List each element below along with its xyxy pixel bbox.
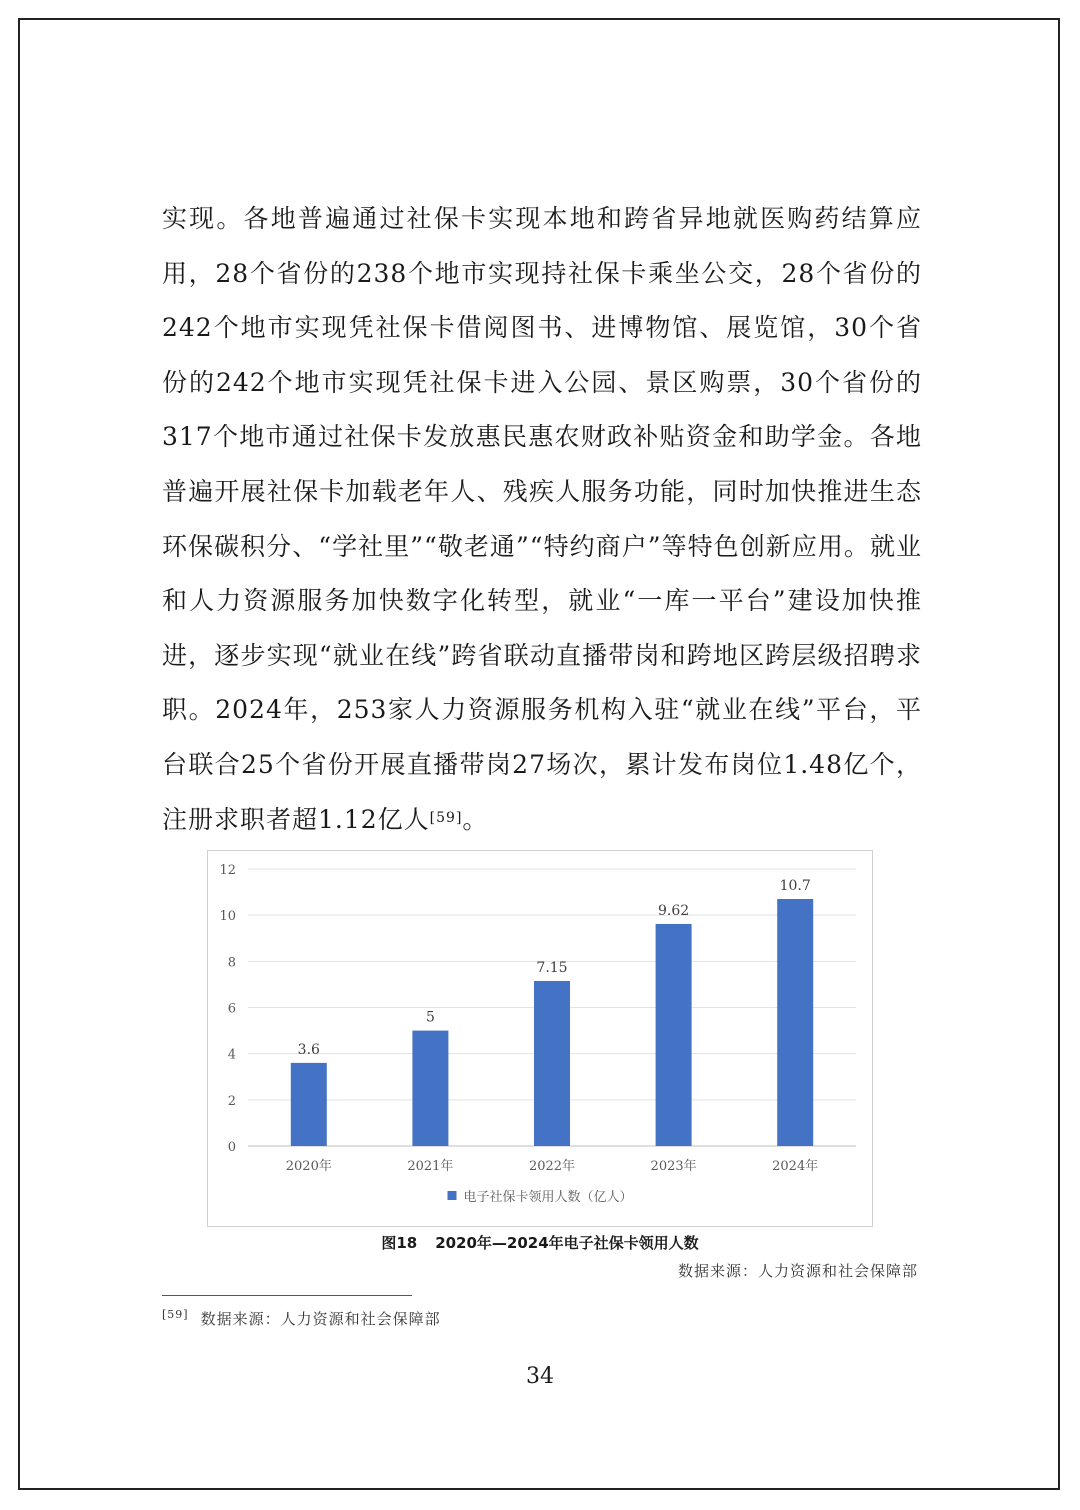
x-tick-label: 2024年 [772, 1159, 819, 1174]
body-text [162, 192, 922, 847]
bar [291, 1063, 327, 1146]
body-paragraph-text: 实现。各地普遍通过社保卡实现本地和跨省异地就医购药结算应用，28个省份的238个地市实现持社保卡乘坐公交，28个省份的242个地市实现凭社保卡借阅图书、进博物馆、展览馆，30个省份的242个地市实现凭社保卡进入公园、景区购票，30个省份的317个地市通过社保卡发放惠民惠农财政补贴资金和助学金。各地普遍开展社保卡加载老年人、残疾人服务功能，同时加快推进生态环保碳积分、“学社里”“敬老通”“特约商户”等特色创新应用。就业和人力资源服务加快数字化转型，就业“一库一平台”建设加快推进，逐步实现“就业在线”跨省联动直播带岗和跨地区跨层级招聘求职。2024年，253家人力资源服务机构入驻“就业在线”平台，平台联合25个省份开展直播带岗27场次，累计发布岗位1.48亿个，注册求职者超1.12亿人 [162, 204, 922, 834]
figure-title: 2020年—2024年电子社保卡领用人数 [435, 1234, 699, 1252]
y-tick-label: 4 [227, 1047, 236, 1063]
x-tick-label: 2023年 [650, 1159, 697, 1174]
x-tick-label: 2022年 [528, 1159, 576, 1174]
bar [777, 899, 813, 1146]
y-tick-label: 12 [219, 863, 236, 878]
footnote-divider [162, 1295, 412, 1296]
data-label: 10.7 [779, 878, 811, 895]
legend-label: 电子社保卡领用人数（亿人） [463, 1190, 633, 1205]
bar-chart [207, 850, 873, 1227]
figure-number: 图18 [381, 1234, 418, 1252]
x-tick-label: 2021年 [407, 1159, 454, 1174]
body-paragraph-end: 。 [462, 804, 489, 834]
chart-svg [208, 851, 872, 1226]
y-tick-label: 0 [227, 1140, 236, 1155]
page-number: 34 [526, 1364, 554, 1389]
y-tick-label: 8 [227, 955, 236, 971]
data-label: 3.6 [297, 1041, 320, 1058]
data-label: 5 [425, 1009, 435, 1026]
figure-caption [207, 1232, 873, 1253]
x-tick-label: 2020年 [285, 1159, 332, 1174]
footnote-text: 数据来源：人力资源和社会保障部 [200, 1310, 441, 1328]
legend-swatch [448, 1191, 457, 1200]
body-paragraph [162, 192, 922, 847]
footnote-reference[interactable]: [59] [429, 809, 463, 826]
bar [534, 981, 570, 1146]
figure-source: 数据来源：人力资源和社会保障部 [677, 1262, 918, 1280]
data-label: 7.15 [536, 959, 568, 976]
bar [412, 1031, 448, 1146]
footnote [162, 1308, 441, 1329]
y-tick-label: 2 [227, 1093, 236, 1109]
footnote-marker: [59] [162, 1308, 189, 1321]
y-tick-label: 10 [219, 909, 236, 925]
bar [656, 924, 692, 1146]
data-label: 9.62 [658, 902, 690, 919]
y-tick-label: 6 [227, 1001, 236, 1017]
